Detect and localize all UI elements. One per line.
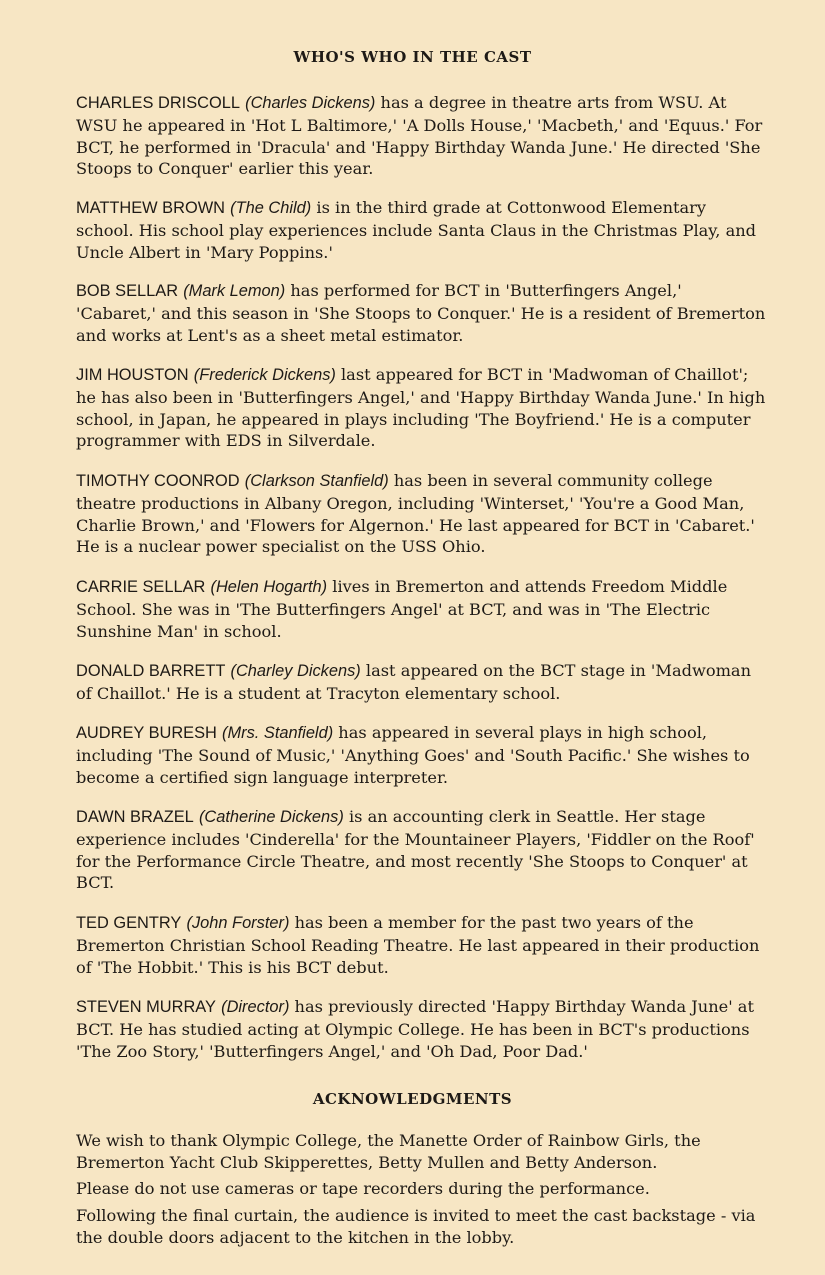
bio-jim-houston	[76, 364, 766, 452]
acknowledgment-no-cameras: Please do not use cameras or tape recorders during the performance.	[76, 1179, 650, 1198]
acknowledgments-heading: ACKNOWLEDGMENTS	[312, 1090, 513, 1108]
bio-text: is an accounting clerk in Seattle. Her stage experience includes 'Cinderella' for the Mountaineer Players, 'Fiddler on the Roof' for the Performance Circle Theatre, and most recently 'She Stoops to Conquer' at BCT.	[76, 807, 755, 893]
cast-role: (Frederick Dickens)	[193, 366, 336, 384]
bio-charles-driscoll	[76, 92, 766, 180]
cast-name: STEVEN MURRAY	[76, 998, 216, 1016]
bio-audrey-buresh	[76, 722, 766, 788]
cast-role: (Director)	[221, 998, 290, 1016]
bio-steven-murray	[76, 996, 766, 1062]
cast-role: (John Forster)	[186, 914, 290, 932]
bio-text: last appeared on the BCT stage in 'Madwoman of Chaillot.' He is a student at Tracyton elementary school.	[76, 661, 751, 703]
cast-name: CHARLES DRISCOLL	[76, 94, 240, 112]
bio-ted-gentry	[76, 912, 766, 978]
cast-name: DAWN BRAZEL	[76, 808, 194, 826]
cast-role: (Mrs. Stanfield)	[222, 724, 334, 742]
cast-name: BOB SELLAR	[76, 282, 179, 300]
bio-dawn-brazel	[76, 806, 766, 894]
bio-text: has been a member for the past two years of the Bremerton Christian School Reading Theatre. He last appeared in their production of 'The Hobbit.' This is his BCT debut.	[76, 913, 760, 977]
cast-heading: WHO'S WHO IN THE CAST	[293, 48, 532, 66]
bio-text: last appeared for BCT in 'Madwoman of Chaillot'; he has also been in 'Butterfingers Angel,' and 'Happy Birthday Wanda June.' In high school, in Japan, he appeared in plays including 'The Boyfriend.' He is a computer programmer with EDS in Silverdale.	[76, 365, 766, 451]
bio-donald-barrett	[76, 660, 766, 705]
bio-text: has been in several community college theatre productions in Albany Oregon, including 'Winterset,' 'You're a Good Man, Charlie Brown,' and 'Flowers for Algernon.' He last appeared for BCT in 'Cabaret.' He is a nuclear power specialist on the USS Ohio.	[76, 471, 755, 557]
cast-role: (The Child)	[230, 199, 312, 217]
bio-carrie-sellar	[76, 576, 766, 642]
cast-name: JIM HOUSTON	[76, 366, 189, 384]
cast-name: DONALD BARRETT	[76, 662, 226, 680]
bio-text: has performed for BCT in 'Butterfingers Angel,' 'Cabaret,' and this season in 'She Stoops to Conquer.' He is a resident of Bremerton and works at Lent's as a sheet metal estimator.	[76, 281, 766, 345]
bio-text: is in the third grade at Cottonwood Elementary school. His school play experiences include Santa Claus in the Christmas Play, and Uncle Albert in 'Mary Poppins.'	[76, 198, 757, 262]
cast-name: TIMOTHY COONROD	[76, 472, 240, 490]
bio-timothy-coonrod	[76, 470, 766, 558]
cast-name: CARRIE SELLAR	[76, 578, 206, 596]
acknowledgment-meet-cast: Following the final curtain, the audience is invited to meet the cast backstage - via the double doors adjacent to the kitchen in the lobby.	[76, 1206, 756, 1247]
bio-bob-sellar	[76, 280, 766, 346]
cast-role: (Charles Dickens)	[245, 94, 376, 112]
cast-role: (Charley Dickens)	[230, 662, 361, 680]
bio-text: has appeared in several plays in high school, including 'The Sound of Music,' 'Anything Goes' and 'South Pacific.' She wishes to become a certified sign language interpreter.	[76, 723, 750, 787]
acknowledgment-thanks: We wish to thank Olympic College, the Manette Order of Rainbow Girls, the Bremerton Yacht Club Skipperettes, Betty Mullen and Betty Anderson.	[76, 1131, 701, 1172]
cast-name: AUDREY BURESH	[76, 724, 217, 742]
bio-text: has previously directed 'Happy Birthday Wanda June' at BCT. He has studied acting at Olympic College. He has been in BCT's productions 'The Zoo Story,' 'Butterfingers Angel,' and 'Oh Dad, Poor Dad.'	[76, 997, 754, 1061]
cast-name: MATTHEW BROWN	[76, 199, 226, 217]
bio-text: has a degree in theatre arts from WSU. At WSU he appeared in 'Hot L Baltimore,' 'A Dolls House,' 'Macbeth,' and 'Equus.' For BCT, he performed in 'Dracula' and 'Happy Birthday Wanda June.' He directed 'She Stoops to Conquer' earlier this year.	[76, 93, 763, 179]
cast-role: (Helen Hogarth)	[210, 578, 328, 596]
bio-matthew-brown	[76, 197, 766, 263]
bio-text: lives in Bremerton and attends Freedom Middle School. She was in 'The Butterfingers Angel' at BCT, and was in 'The Electric Sunshine Man' in school.	[76, 577, 728, 641]
cast-name: TED GENTRY	[76, 914, 182, 932]
cast-role: (Clarkson Stanfield)	[244, 472, 389, 490]
cast-role: (Catherine Dickens)	[198, 808, 344, 826]
cast-role: (Mark Lemon)	[183, 282, 286, 300]
